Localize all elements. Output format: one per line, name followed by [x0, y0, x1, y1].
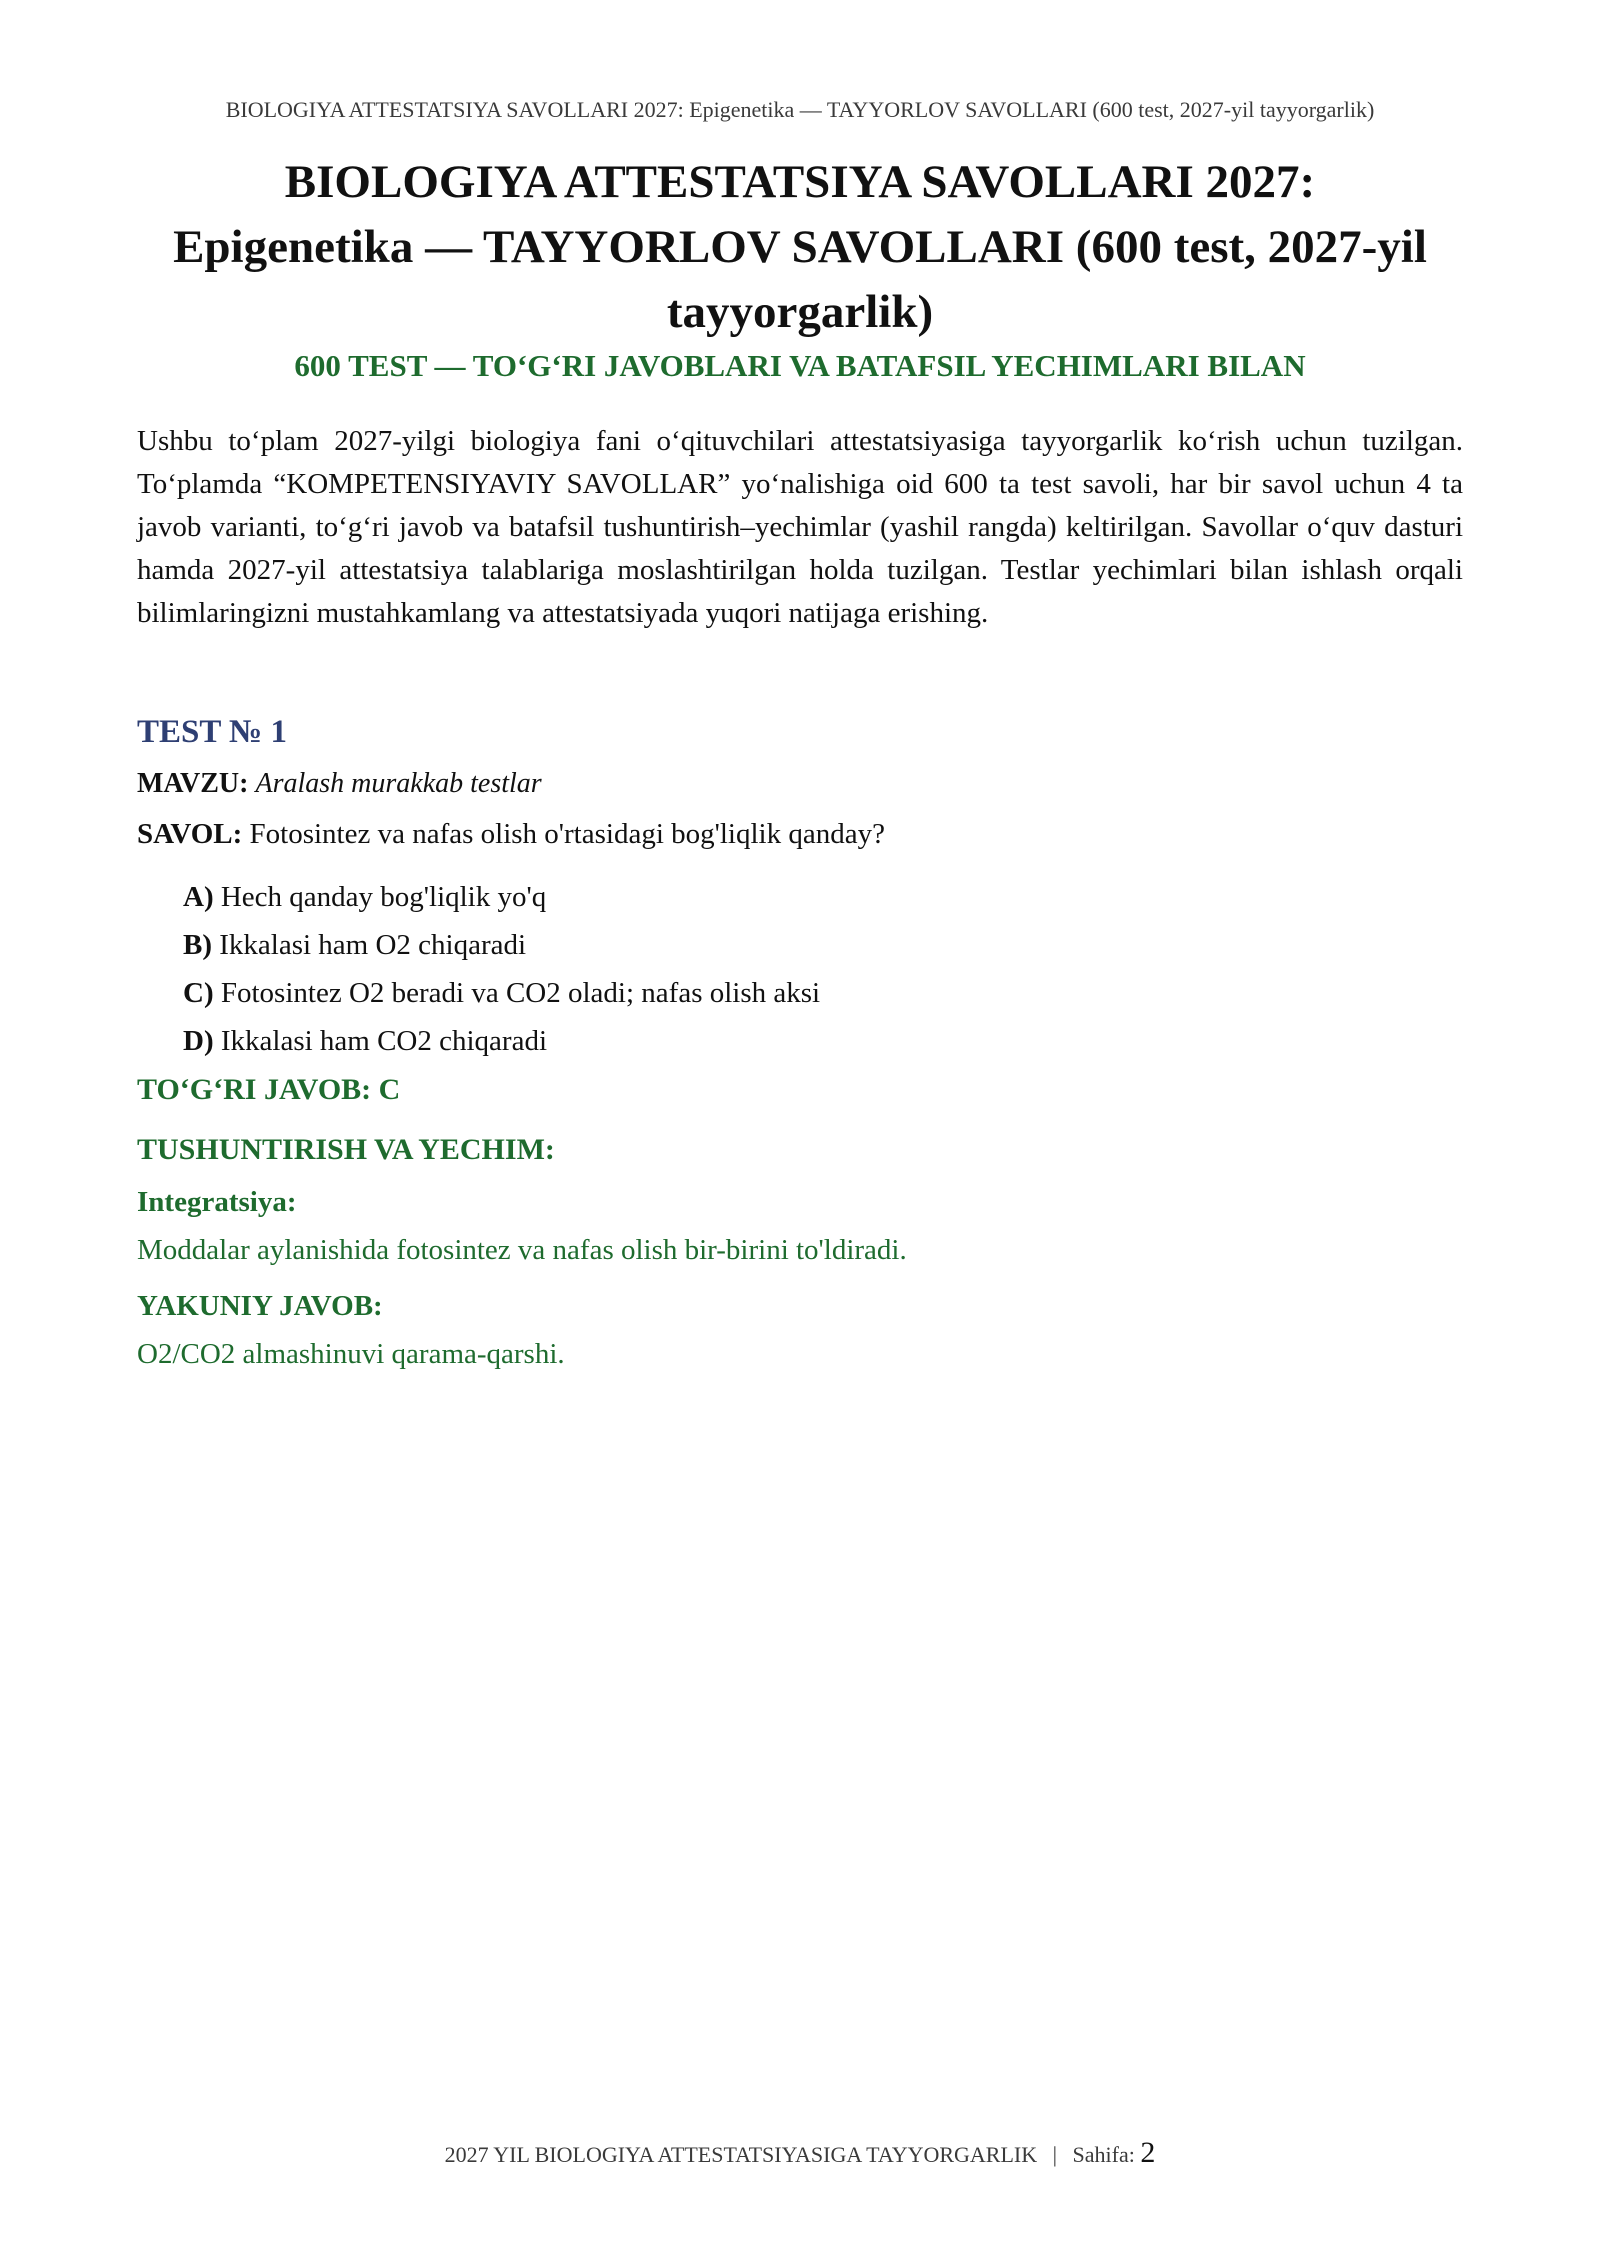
- option-letter: D): [183, 1025, 214, 1057]
- title-line: BIOLOGIYA ATTESTATSIYA SAVOLLARI 2027:: [284, 156, 1316, 208]
- question-label: SAVOL:: [137, 818, 243, 850]
- integration-text: Moddalar aylanishida fotosintez va nafas olish bir-birini to'ldiradi.: [137, 1234, 907, 1266]
- answer-option-a: [183, 873, 820, 921]
- intro-paragraph: Ushbu to‘plam 2027-yilgi biologiya fani o‘qituvchilari attestatsiyasiga tayyorgarlik ko‘rish uchun tuzilgan. To‘plamda “KOMPETENSIYAVIY SAVOLLAR” yo‘nalishiga oid 600 ta test savoli, har bir savol uchun 4 ta javob varianti, to‘g‘ri javob va batafsil tushuntirish–yechimlar (yashil rangda) keltirilgan. Savollar o‘quv dasturi hamda 2027-yil attestatsiya talablariga moslashtirilgan holda tuzilgan. Testlar yechimlari bilan ishlash orqali bilimlaringizni mustahkamlang va attestatsiyada yuqori natijaga erishing.: [137, 425, 1463, 629]
- title-line: tayyorgarlik): [666, 286, 934, 338]
- page-number: 2: [1140, 2136, 1156, 2169]
- integration-heading: Integratsiya:: [137, 1186, 297, 1218]
- footer-separator: |: [1052, 2142, 1058, 2167]
- explanation-heading: TUSHUNTIRISH VA YECHIM:: [137, 1133, 555, 1166]
- option-letter: B): [183, 929, 212, 961]
- option-letter: C): [183, 977, 214, 1009]
- running-footer: [0, 2136, 1600, 2170]
- final-answer-heading: YAKUNIY JAVOB:: [137, 1290, 383, 1322]
- running-header: BIOLOGIYA ATTESTATSIYA SAVOLLARI 2027: Epigenetika — TAYYORLOV SAVOLLARI (600 test, 2027-yil tayyorgarlik): [225, 97, 1375, 122]
- document-title: [137, 150, 1463, 345]
- footer-text: 2027 YIL BIOLOGIYA ATTESTATSIYASIGA TAYYORGARLIK: [444, 2142, 1038, 2167]
- option-text: Ikkalasi ham CO2 chiqaradi: [220, 1025, 548, 1057]
- answer-option-c: [183, 969, 820, 1017]
- option-text: Fotosintez O2 beradi va CO2 oladi; nafas olish aksi: [220, 977, 821, 1009]
- test-title: TEST № 1: [137, 714, 287, 750]
- answer-options: [183, 873, 820, 1065]
- final-answer-text: O2/CO2 almashinuvi qarama-qarshi.: [137, 1338, 565, 1370]
- option-text: Ikkalasi ham O2 chiqaradi: [219, 929, 527, 961]
- document-subtitle: 600 TEST — TO‘G‘RI JAVOBLARI VA BATAFSIL YECHIMLARI BILAN: [294, 348, 1306, 383]
- page-label: Sahifa:: [1072, 2142, 1135, 2167]
- topic-label: MAVZU:: [137, 768, 249, 799]
- correct-answer: TO‘G‘RI JAVOB: C: [137, 1073, 401, 1106]
- question-text: Fotosintez va nafas olish o'rtasidagi bog'liqlik qanday?: [249, 818, 885, 850]
- answer-option-d: [183, 1017, 820, 1065]
- option-text: Hech qanday bog'liqlik yo'q: [220, 881, 547, 913]
- answer-option-b: [183, 921, 820, 969]
- title-line: Epigenetika — TAYYORLOV SAVOLLARI (600 test, 2027-yil: [173, 221, 1427, 273]
- question-line: [137, 818, 885, 851]
- option-letter: A): [183, 881, 214, 913]
- topic-value: Aralash murakkab testlar: [255, 768, 542, 799]
- topic-line: [137, 768, 542, 800]
